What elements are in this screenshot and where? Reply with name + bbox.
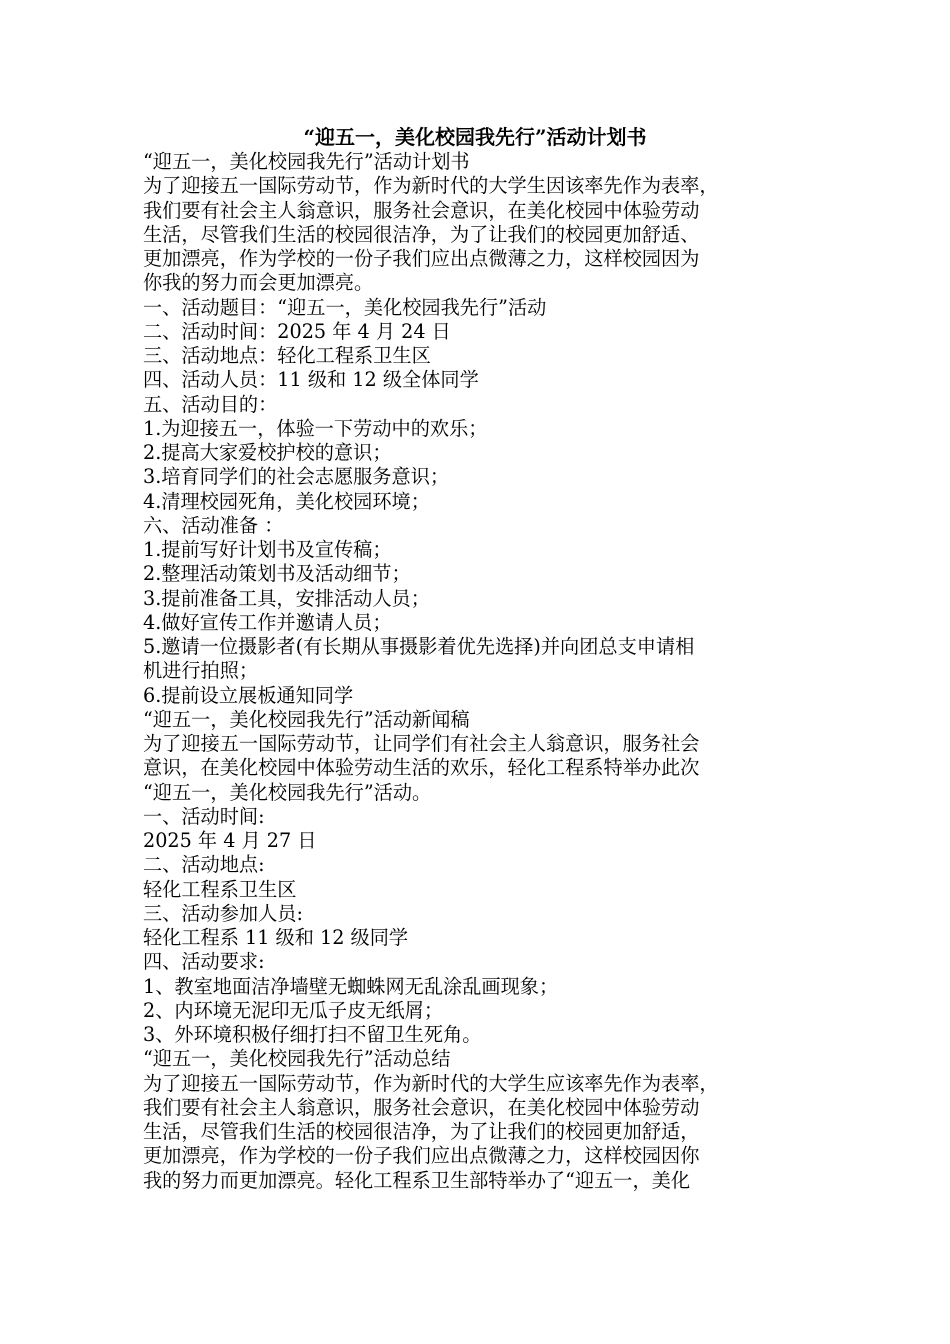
body-line: 2025 年 4 月 27 日 xyxy=(143,829,317,852)
body-line: 6.提前设立展板通知同学 xyxy=(143,683,354,707)
body-line: 2、内环境无泥印无瓜子皮无纸屑； xyxy=(143,998,444,1022)
body-line: “迎五一，美化校园我先行”活动新闻稿 xyxy=(143,707,470,731)
body-line: 四、活动要求: xyxy=(143,950,265,974)
body-line: 4.清理校园死角，美化校园环境； xyxy=(143,489,430,513)
body-line: 1.为迎接五一，体验一下劳动中的欢乐； xyxy=(143,416,488,440)
body-line: 六、活动准备 ： xyxy=(143,513,284,537)
body-line: 更加漂亮，作为学校的一份子我们应出点微薄之力，这样校园因为 xyxy=(143,247,700,270)
body-line: 4.做好宣传工作并邀请人员； xyxy=(143,610,392,634)
body-line: “迎五一，美化校园我先行”活动总结 xyxy=(143,1047,451,1071)
body-line: 三、活动地点：轻化工程系卫生区 xyxy=(143,344,431,367)
body-line: 二、活动时间：2025 年 4 月 24 日 xyxy=(143,319,451,343)
body-line: 2.整理活动策划书及活动细节； xyxy=(143,562,411,586)
body-line: 我们要有社会主人翁意识，服务社会意识，在美化校园中体验劳动 xyxy=(143,1095,700,1119)
body-line: 3.培育同学们的社会志愿服务意识； xyxy=(143,465,450,489)
body-line: 3、外环境积极仔细打扫不留卫生死角。 xyxy=(143,1023,482,1046)
body-line: 五、活动目的： xyxy=(143,392,278,416)
body-line: 3.提前准备工具，安排活动人员； xyxy=(143,586,430,610)
body-line: “迎五一，美化校园我先行”活动。 xyxy=(143,780,432,804)
body-line: 一、活动时间: xyxy=(143,804,265,828)
body-line: 2.提高大家爱校护校的意识； xyxy=(143,441,392,464)
body-line: 机进行拍照； xyxy=(143,659,259,683)
body-line: 5.邀请一位摄影者(有长期从事摄影着优先选择)并向团总支申请相 xyxy=(143,635,695,658)
body-line: 意识，在美化校园中体验劳动生活的欢乐，轻化工程系特举办此次 xyxy=(143,756,700,780)
body-line: 一、活动题目：“迎五一，美化校园我先行”活动 xyxy=(143,295,547,319)
body-line: “迎五一，美化校园我先行”活动计划书 xyxy=(143,150,470,173)
body-line: 轻化工程系卫生区 xyxy=(143,877,297,901)
body-line: 1、教室地面洁净墙壁无蜘蛛网无乱涂乱画现象； xyxy=(143,974,559,998)
body-line: 我们要有社会主人翁意识，服务社会意识，在美化校园中体验劳动 xyxy=(143,198,700,222)
document-body xyxy=(143,150,808,1193)
body-line: 1.提前写好计划书及宣传稿； xyxy=(143,538,392,561)
body-line: 你我的努力而会更加漂亮。 xyxy=(143,271,374,295)
body-line: 为了迎接五一国际劳动节，让同学们有社会主人翁意识，服务社会 xyxy=(143,732,700,755)
document-title: “迎五一，美化校园我先行”活动计划书 xyxy=(303,125,647,149)
body-line: 二、活动地点: xyxy=(143,853,265,877)
body-line: 四、活动人员：11 级和 12 级全体同学 xyxy=(143,368,479,392)
body-line: 我的努力而更加漂亮。轻化工程系卫生部特举办了“迎五一，美化 xyxy=(143,1168,691,1192)
body-line: 更加漂亮，作为学校的一份子我们应出点微薄之力，这样校园因你 xyxy=(143,1144,700,1168)
body-line: 生活，尽管我们生活的校园很洁净，为了让我们的校园更加舒适、 xyxy=(143,222,700,246)
body-line: 生活，尽管我们生活的校园很洁净，为了让我们的校园更加舒适， xyxy=(143,1120,700,1143)
body-line: 轻化工程系 11 级和 12 级同学 xyxy=(143,926,409,949)
body-line: 三、活动参加人员: xyxy=(143,901,303,925)
body-line: 为了迎接五一国际劳动节，作为新时代的大学生应该率先作为表率， xyxy=(143,1071,719,1095)
body-line: 为了迎接五一国际劳动节，作为新时代的大学生因该率先作为表率， xyxy=(143,174,719,198)
